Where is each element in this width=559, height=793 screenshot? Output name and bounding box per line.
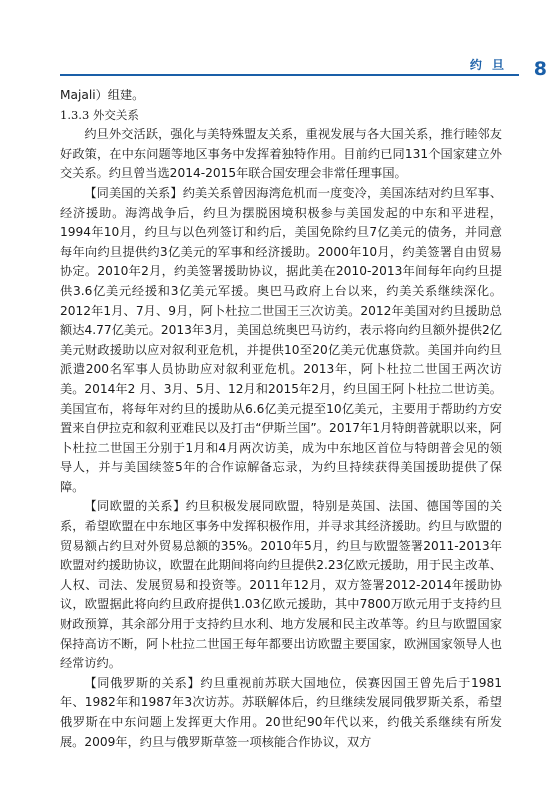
paragraph-russia-relations xyxy=(60,674,502,752)
header-rule xyxy=(60,74,519,76)
paragraph-us-relations xyxy=(60,184,502,498)
body-text xyxy=(60,86,502,752)
paragraph-text: 约旦外交活跃，强化与美特殊盟友关系，重视发展与各大国关系，推行睦邻友好政策，在中东问题等地区事务中发挥着独特作用。目前约已同131个国家建立外交关系。约旦曾当选2014-2015年联合国安理会非常任理事国。 xyxy=(60,127,502,181)
paragraph-eu-relations xyxy=(60,497,502,673)
running-title: 约 旦 xyxy=(469,58,507,72)
paragraph-lead: 【同俄罗斯的关系】 xyxy=(84,675,201,690)
paragraph-lead: 【同欧盟的关系】 xyxy=(84,499,186,514)
paragraph-text: 约旦重视前苏联大国地位，侯赛因国王曾先后于1981年、1982年和1987年3次访苏。苏联解体后，约旦继续发展同俄罗斯关系，希望俄罗斯在中东问题上发挥更大作用。20世纪90年代以来，约俄关系继续有所发展。2009年，约旦与俄罗斯草签一项核能合作协议，双方 xyxy=(60,675,502,749)
page-number: 8 xyxy=(533,58,547,80)
section-heading: 1.3.3 外交关系 xyxy=(60,107,139,122)
continuation-text: Majali）组建。 xyxy=(60,88,145,102)
paragraph-text: 约美关系曾因海湾危机而一度变冷，美国冻结对约旦军事、经济援助。海湾战争后，约旦为摆脱困境积极参与美国发起的中东和平进程，1994年10月，约旦与以色列签订和约后，美国免除约旦7亿美元的债务，并同意每年向约旦提供约3亿美元的军事和经济援助。2000年10月，约美签署自由贸易协定。2010年2月，约美签署援助协议，据此美在2010-2013年间每年向约旦提供3.6亿美元经援和3亿美元军援。奥巴马政府上台以来，约美关系继续深化。2012年1月、7月、9月，阿卜杜拉二世国王三次访美。2012年美国对约旦援助总额达4.77亿美元。2013年3月，美国总统奥巴马访约，表示将向约旦额外提供2亿美元财政援助以应对叙利亚危机，并提供10至20亿美元优惠贷款。美国并向约旦派遣200名军事人员协助应对叙利亚危机。2013年，阿卜杜拉二世国王两次访美。2014年2 月、3月、5月、12月和2015年2月，约旦国王阿卜杜拉二世访美。美国宣布，将每年对约旦的援助从6.6亿美元提至10亿美元，主要用于帮助约方安置来自伊拉克和叙利亚难民以及打击“伊斯兰国”。2017年1月特朗普就职以来，阿卜杜拉二世国王分别于1月和4月两次访美，成为中东地区首位与特朗普会见的领导人，并与美国续签5年的合作谅解备忘录，为约旦持续获得美国援助提供了保障。 xyxy=(60,185,503,494)
paragraph-intro xyxy=(60,125,502,184)
paragraph-lead: 【同美国的关系】 xyxy=(84,185,183,200)
page-header xyxy=(0,0,559,96)
paragraph-text: 约旦积极发展同欧盟，特别是英国、法国、德国等国的关系，希望欧盟在中东地区事务中发挥积极作用，并寻求其经济援助。约旦与欧盟的贸易额占约旦对外贸易总额的35%。2010年5月，约旦与欧盟签署2011-2013年欧盟对约援助协议，欧盟在此期间将向约旦提供2.23亿欧元援助，用于民主改革、人权、司法、发展贸易和投资等。2011年12月，双方签署2012-2014年援助协议，欧盟据此将向约旦政府提供1.03亿欧元援助，其中7800万欧元用于支持约旦财政预算，其余部分用于支持约旦水利、地方发展和民主改革等。约旦与欧盟国家保持高访不断，阿卜杜拉二世国王每年都要出访欧盟主要国家，欧洲国家领导人也经常访约。 xyxy=(60,499,503,671)
